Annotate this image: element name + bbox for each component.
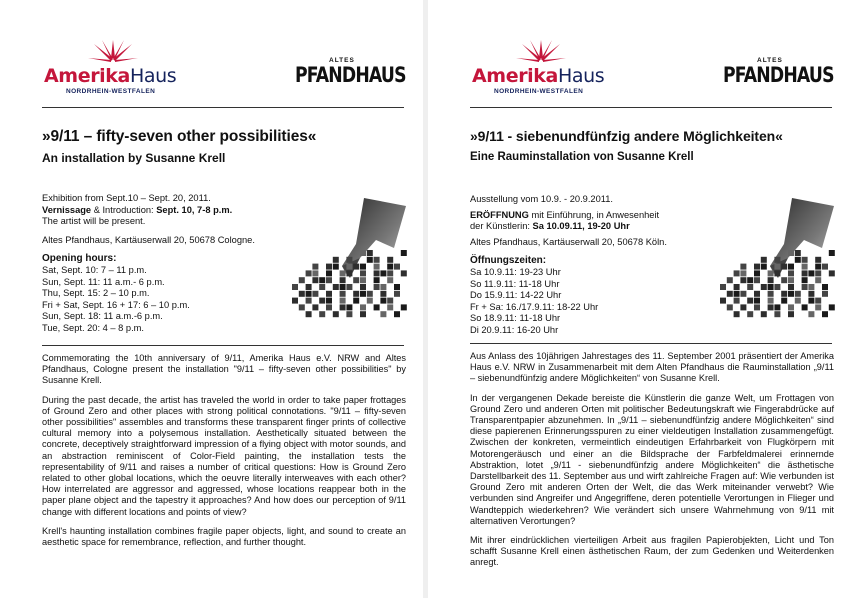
artwork-grid-cell xyxy=(340,270,346,276)
artwork-grid-cell xyxy=(312,270,318,276)
artwork-grid-cell xyxy=(353,291,359,297)
artwork-grid-cell xyxy=(387,304,393,310)
artwork-grid-cell xyxy=(781,277,787,283)
artwork-grid-cell xyxy=(774,311,780,317)
flyer-german xyxy=(428,0,851,598)
artwork-grid-cell xyxy=(326,270,332,276)
hours-item: Thu, Sept. 15: 2 – 10 p.m. xyxy=(42,288,150,299)
artwork-grid-cell xyxy=(734,291,740,297)
artwork-grid-cell xyxy=(754,264,760,270)
paragraph: Commemorating the 10th anniversary of 9/11, Amerika Haus e.V. NRW and Altes Pfandhaus, Cologne present the installation "9/11 – fifty-seven other possibilities" by Susanne Krell. xyxy=(42,353,406,386)
artwork-grid-cell xyxy=(312,291,318,297)
artwork-grid-cell xyxy=(795,298,801,304)
artwork-grid-cell xyxy=(734,284,740,290)
event-info xyxy=(42,193,282,335)
hours-heading: Öffnungszeiten: xyxy=(470,255,547,267)
artwork-grid-cell xyxy=(353,298,359,304)
artwork-grid-cell xyxy=(367,250,373,256)
opening-label: ERÖFFNUNG xyxy=(470,209,529,220)
artwork-grid-cell xyxy=(720,298,726,304)
paragraph: Krell's haunting installation combines fragile paper objects, light, and sound to create an aesthetic space for remembrance, reflection, and further thought. xyxy=(42,525,406,548)
artwork-grid-cell xyxy=(306,270,312,276)
artwork-grid-cell xyxy=(802,257,808,263)
artwork-grid-cell xyxy=(774,264,780,270)
artwork-grid-cell xyxy=(394,264,400,270)
hours-item: So 18.9.11: 11-18 Uhr xyxy=(470,313,561,324)
artwork-grid-cell xyxy=(319,298,325,304)
logo-amerika: Amerika xyxy=(472,65,558,87)
artwork-grid-cell xyxy=(360,277,366,283)
flyer-english xyxy=(0,0,423,598)
artwork-grid-cell xyxy=(333,284,339,290)
amerika-haus-wordmark xyxy=(472,65,604,87)
artwork-grid-cell xyxy=(822,264,828,270)
hours-item: Sun, Sept. 18: 11 a.m.-6 p.m. xyxy=(42,311,163,322)
opening-rest: & Introduction: xyxy=(91,204,157,215)
artwork-grid-cell xyxy=(319,277,325,283)
artwork-grid-cell xyxy=(394,311,400,317)
artwork-grid-cell xyxy=(727,277,733,283)
artwork-grid-cell xyxy=(360,284,366,290)
artwork-grid-cell xyxy=(795,250,801,256)
artwork-grid-cell xyxy=(768,284,774,290)
artwork-grid-cell xyxy=(795,257,801,263)
artwork-grid-cell xyxy=(788,311,794,317)
artwork-grid-cell xyxy=(367,257,373,263)
artwork-grid-cell xyxy=(768,304,774,310)
logo-altes: ALTES xyxy=(757,57,783,64)
artwork-grid-cell xyxy=(326,298,332,304)
artwork-grid-cell xyxy=(761,257,767,263)
artwork-grid-cell xyxy=(829,250,835,256)
artwork-grid-cell xyxy=(788,270,794,276)
artwork-grid-cell xyxy=(387,277,393,283)
star-burst-icon xyxy=(88,40,138,68)
artwork-grid-cell xyxy=(306,311,312,317)
artwork-grid-cell xyxy=(754,298,760,304)
artwork-grid-cell xyxy=(312,304,318,310)
amerika-haus-logo xyxy=(44,40,184,100)
artwork-grid-cell xyxy=(326,264,332,270)
artwork-grid-cell xyxy=(788,250,794,256)
artwork-grid-cell xyxy=(299,304,305,310)
artwork-grid-cell xyxy=(815,270,821,276)
artwork-grid-cell xyxy=(333,257,339,263)
artwork-grid-cell xyxy=(387,264,393,270)
artwork-grid-cell xyxy=(394,284,400,290)
artwork-grid-cell xyxy=(774,284,780,290)
artwork-grid-cell xyxy=(754,304,760,310)
artwork-grid-cell xyxy=(394,291,400,297)
logo-haus: Haus xyxy=(129,65,177,87)
artwork-grid-cell xyxy=(387,298,393,304)
artwork-grid-cell xyxy=(761,311,767,317)
artwork-grid-cell xyxy=(815,264,821,270)
artwork-grid-cell xyxy=(795,291,801,297)
artwork-grid-cell xyxy=(788,264,794,270)
opening-line xyxy=(470,210,710,222)
artwork-grid-cell xyxy=(380,284,386,290)
artwork-grid-cell xyxy=(312,264,318,270)
artwork-grid-cell xyxy=(387,270,393,276)
exhibition-dates: Ausstellung vom 10.9. - 20.9.2011. xyxy=(470,194,613,204)
artwork-grid-cell xyxy=(768,291,774,297)
artwork-grid-cell xyxy=(734,270,740,276)
artwork-grid-cell xyxy=(768,277,774,283)
hours-item: Sa 10.9.11: 19-23 Uhr xyxy=(470,266,561,277)
artwork-grid-cell xyxy=(326,304,332,310)
logo-haus: Haus xyxy=(557,65,605,87)
artwork-grid-cell xyxy=(747,298,753,304)
artwork-grid-cell xyxy=(808,284,814,290)
artwork-grid-cell xyxy=(387,257,393,263)
artwork-grid-cell xyxy=(740,291,746,297)
artwork-grid-cell xyxy=(740,304,746,310)
artwork-grid-cell xyxy=(374,270,380,276)
artwork-grid-cell xyxy=(367,291,373,297)
page-title: »9/11 - siebenundfünfzig andere Möglichkeiten« xyxy=(470,128,783,144)
artwork-grid-cell xyxy=(306,284,312,290)
artwork-grid-cell xyxy=(401,304,407,310)
artwork-grid-cell xyxy=(768,270,774,276)
artwork-grid-cell xyxy=(788,291,794,297)
artwork-grid-cell xyxy=(829,270,835,276)
artwork-grid-cell xyxy=(299,277,305,283)
artwork-grid-cell xyxy=(754,277,760,283)
artwork-grid-cell xyxy=(346,264,352,270)
artwork-grid-cell xyxy=(374,264,380,270)
artwork-grid-cell xyxy=(326,291,332,297)
artwork-grid-cell xyxy=(747,284,753,290)
artwork-grid-cell xyxy=(346,270,352,276)
artwork-grid-cell xyxy=(401,250,407,256)
artwork-grid-cell xyxy=(346,304,352,310)
artwork-grid-cell xyxy=(720,284,726,290)
artwork-grid-cell xyxy=(788,304,794,310)
page-subtitle: Eine Rauminstallation von Susanne Krell xyxy=(470,151,694,163)
artwork-grid-cell xyxy=(374,284,380,290)
artwork-grid-cell xyxy=(808,298,814,304)
artwork-grid-cell xyxy=(822,284,828,290)
artwork-grid-cell xyxy=(727,304,733,310)
paragraph: During the past decade, the artist has traveled the world in order to take paper frottages of Ground Zero and other places with strong political connotations. "9/11 – fifty-seven other possibilities" assembles and transforms these transparent finger prints of collective cultural memory into a polysemous installation. Aesthetically situated between the concrete, deceptively straightforward impression of a flying object with motor sounds, and an abstraction reminiscent of Color-Field painting, the installation tests the representability of 9/11 and raises a number of critical questions: How is Ground Zero related to other global locations, which the oeuvre literally interweaves with each other? How interrelated are aggressor and aggressed, whose locations reappear both in the paper plane object and the tapestry it approaches? And how does our perception of 9/11 change with different locations and points of view? xyxy=(42,394,406,517)
logo-amerika: Amerika xyxy=(44,65,130,87)
artwork-grid-cell xyxy=(360,270,366,276)
artwork-grid-cell xyxy=(340,291,346,297)
hours-item: Fr + Sa: 16./17.9.11: 18-22 Uhr xyxy=(470,301,599,312)
amerika-haus-logo xyxy=(472,40,612,100)
artwork-grid-cell xyxy=(815,277,821,283)
hours-item: Di 20.9.11: 16-20 Uhr xyxy=(470,324,559,335)
artwork-grid-cell xyxy=(781,298,787,304)
hours-item: Do 15.9.11: 14-22 Uhr xyxy=(470,290,562,301)
hours-item: Sat, Sept. 10: 7 – 11 p.m. xyxy=(42,264,147,275)
artwork-grid-cell xyxy=(802,270,808,276)
event-info xyxy=(470,194,710,337)
opening-prefix: der Künstlerin: xyxy=(470,221,533,232)
artwork-grid-cell xyxy=(380,291,386,297)
artwork-grid-cell xyxy=(346,311,352,317)
paragraph: In der vergangenen Dekade bereiste die Künstlerin die ganze Welt, um Frottagen von Ground Zero und anderen Orten mit politischer Bedeutungskraft wie Fingerabdrücke auf Transparentpapier abzunehmen. In „9/11 – siebenundfünfzig andere Möglichkeiten“ sind diese papierenen Erinnerungsspuren zu einer vieldeutigen Installation zusammengefügt. Zwischen der konkreten, vermeintlich eindeutigen Erfahrbarkeit von Flugkörpern mit Motorengeräusch und einer an die Bildsprache der Farbfeldmalerei erinnernde Abstraktion, lotet „9/11 - siebenundfünfzig andere Möglichkeiten“ die ästhetische Darstellbarkeit des 11. September aus und wirft zahlreiche Fragen auf: Wie verbunden ist Ground Zero mit anderen Orten der Welt, die das Werk miteinander verwebt? Wie verbunden sind Angreifer und Angegriffene, deren potentielle Verortungen in Flieger und Wandteppich wiederkehren? Wie verändert sich unsere Wahrnehmung von 9/11 mit alternativen Verortungen? xyxy=(470,392,834,526)
artwork-grid-cell xyxy=(754,270,760,276)
artwork-grid-cell xyxy=(306,291,312,297)
opening-rest: mit Einführung, in Anwesenheit xyxy=(528,209,660,220)
star-burst-icon xyxy=(516,40,566,68)
artwork-grid-cell xyxy=(360,311,366,317)
artwork-grid-cell xyxy=(774,270,780,276)
artwork-grid-cell xyxy=(802,284,808,290)
artwork-grid-cell xyxy=(815,298,821,304)
artwork-grid-cell xyxy=(808,311,814,317)
artwork-grid-cell xyxy=(802,277,808,283)
artwork-grid-cell xyxy=(781,264,787,270)
divider xyxy=(470,107,832,108)
exhibition-dates: Exhibition from Sept.10 – Sept. 20, 2011. xyxy=(42,193,211,203)
artwork-grid-cell xyxy=(380,311,386,317)
artwork-grid-cell xyxy=(734,298,740,304)
divider xyxy=(42,107,404,108)
artwork-grid-cell xyxy=(822,291,828,297)
description xyxy=(42,353,406,556)
artwork-grid-cell xyxy=(353,264,359,270)
divider xyxy=(470,343,832,344)
artwork-grid-cell xyxy=(788,284,794,290)
artist-present: The artist will be present. xyxy=(42,216,146,227)
logo-pfandhaus: PFANDHAUS xyxy=(723,63,834,87)
logo-region: NORDRHEIN-WESTFALEN xyxy=(66,88,156,95)
artwork-grid-cell xyxy=(360,264,366,270)
artwork-grid-cell xyxy=(312,277,318,283)
opening-date: Sa 10.09.11, 19-20 Uhr xyxy=(532,221,630,232)
altes-pfandhaus-logo xyxy=(295,57,405,97)
artwork-grid-cell xyxy=(374,304,380,310)
artwork-grid-cell xyxy=(747,311,753,317)
artwork-grid-cell xyxy=(340,277,346,283)
artwork-grid-cell xyxy=(740,264,746,270)
amerika-haus-wordmark xyxy=(44,65,176,87)
hours-item: Tue, Sept. 20: 4 – 8 p.m. xyxy=(42,322,144,333)
artwork-grid-cell xyxy=(774,304,780,310)
artwork-grid-cell xyxy=(319,284,325,290)
opening-line xyxy=(42,205,282,217)
artwork-grid-cell xyxy=(299,291,305,297)
paragraph: Aus Anlass des 10jährigen Jahrestages des 11. September 2001 präsentiert der Amerika Haus e.V. NRW in Zusammenarbeit mit dem Alten Pfandhaus die Rauminstallation „9/11 – siebenundfünfzig andere Möglichkeiten“ von Susanne Krell. xyxy=(470,351,834,384)
artwork-grid-cell xyxy=(353,277,359,283)
hours-item: So 11.9.11: 11-18 Uhr xyxy=(470,278,560,289)
artwork-grid-cell xyxy=(346,284,352,290)
artwork-grid-cell xyxy=(822,311,828,317)
artwork-grid-cell xyxy=(747,277,753,283)
artwork-grid-cell xyxy=(374,257,380,263)
artwork-grid-cell xyxy=(380,298,386,304)
artwork-grid-cell xyxy=(808,291,814,297)
artwork-grid-cell xyxy=(774,257,780,263)
artwork-grid-cell xyxy=(761,284,767,290)
artwork-grid-cell xyxy=(740,270,746,276)
logo-altes: ALTES xyxy=(329,57,355,64)
artwork-grid-cell xyxy=(333,311,339,317)
artwork-grid-cell xyxy=(768,298,774,304)
artwork-grid-cell xyxy=(727,291,733,297)
artwork-grid-cell xyxy=(340,304,346,310)
artwork-grid-cell xyxy=(734,311,740,317)
artwork-grid-cell xyxy=(781,291,787,297)
logo-pfandhaus: PFANDHAUS xyxy=(295,63,406,87)
artwork-grid-cell xyxy=(360,250,366,256)
installation-artwork-image xyxy=(290,196,408,320)
artwork-grid-cell xyxy=(815,257,821,263)
artwork-grid-cell xyxy=(326,277,332,283)
artwork-grid-cell xyxy=(319,311,325,317)
artwork-grid-cell xyxy=(802,264,808,270)
artwork-grid-cell xyxy=(401,270,407,276)
artwork-grid-cell xyxy=(333,264,339,270)
artwork-grid-cell xyxy=(788,277,794,283)
artwork-grid-cell xyxy=(346,257,352,263)
artwork-grid-cell xyxy=(808,270,814,276)
opening-line-2 xyxy=(470,221,710,233)
artwork-grid-cell xyxy=(306,298,312,304)
divider xyxy=(42,345,404,346)
artwork-grid-cell xyxy=(802,304,808,310)
page-subtitle: An installation by Susanne Krell xyxy=(42,151,226,165)
altes-pfandhaus-logo xyxy=(723,57,833,97)
logo-region: NORDRHEIN-WESTFALEN xyxy=(494,88,584,95)
venue-address: Altes Pfandhaus, Kartäuserwall 20, 50678 Cologne. xyxy=(42,234,255,245)
artwork-grid-cell xyxy=(360,291,366,297)
artwork-grid-cell xyxy=(340,284,346,290)
artwork-grid-cell xyxy=(380,270,386,276)
installation-artwork-image xyxy=(718,196,836,320)
artwork-grid-cell xyxy=(829,304,835,310)
opening-date: Sept. 10, 7-8 p.m. xyxy=(156,204,233,215)
artwork-grid-cell xyxy=(292,298,298,304)
artwork-grid-cell xyxy=(340,298,346,304)
opening-label: Vernissage xyxy=(42,204,92,215)
artwork-grid-cell xyxy=(740,277,746,283)
artwork-grid-cell xyxy=(754,291,760,297)
artwork-grid-cell xyxy=(292,284,298,290)
description xyxy=(470,351,834,577)
artwork-grid-cell xyxy=(367,298,373,304)
hours-item: Fri + Sat, Sept. 16 + 17: 6 – 10 p.m. xyxy=(42,299,190,310)
page-title: »9/11 – fifty-seven other possibilities« xyxy=(42,128,317,145)
hours-heading: Opening hours: xyxy=(42,253,117,265)
artwork-grid-cell xyxy=(360,304,366,310)
artwork-grid-cell xyxy=(815,304,821,310)
paragraph: Mit ihrer eindrücklichen vierteiligen Arbeit aus fragilen Papierobjekten, Licht und Ton schafft Susanne Krell einen ästhetischen Raum, der zum Gedenken und Weiterdenken anregt. xyxy=(470,535,834,568)
hours-item: Sun, Sept. 11: 11 a.m.- 6 p.m. xyxy=(42,276,165,287)
artwork-grid-cell xyxy=(761,264,767,270)
artwork-grid-cell xyxy=(374,277,380,283)
venue-address: Altes Pfandhaus, Kartäuserwall 20, 50678 Köln. xyxy=(470,236,667,247)
